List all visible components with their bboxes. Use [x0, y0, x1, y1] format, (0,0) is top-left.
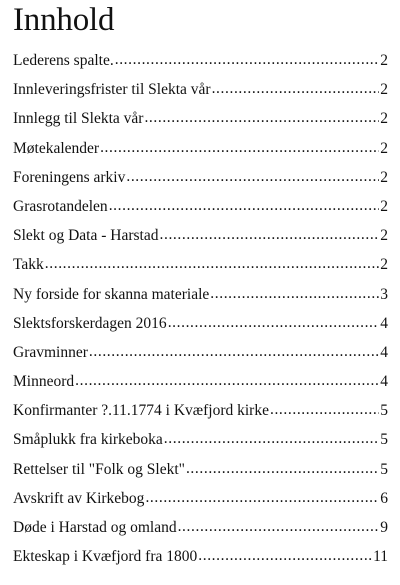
toc-page-number: 9: [380, 519, 388, 536]
toc-dot-leader: [100, 133, 379, 162]
toc-dot-leader: [45, 249, 379, 278]
toc-dot-leader: [144, 103, 379, 132]
toc-page-number: 2: [380, 168, 388, 186]
toc-page-number: 5: [380, 402, 388, 420]
toc-page-number: 3: [380, 285, 388, 303]
toc-entry-title: Ekteskap i Kvæfjord fra 1800: [13, 548, 198, 566]
toc-entry-title: Gravminner: [13, 343, 88, 361]
toc-entry[interactable]: [13, 250, 388, 279]
toc-entry-title: Døde i Harstad og omland: [13, 519, 177, 536]
toc-dot-leader: [164, 424, 379, 453]
toc-dot-leader: [178, 512, 380, 541]
toc-dot-leader: [186, 454, 379, 483]
toc-page-number: 4: [380, 373, 388, 391]
toc-dot-leader: [75, 366, 379, 395]
toc-entry-title: Møtekalender: [13, 139, 100, 157]
toc-entry-title: Rettelser til "Folk og Slekt": [13, 460, 185, 478]
toc-dot-leader: [198, 541, 372, 570]
toc-page-number: 2: [380, 52, 388, 69]
toc-entry[interactable]: [13, 309, 388, 338]
toc-page-number: 4: [380, 343, 388, 361]
toc-dot-leader: [145, 483, 379, 512]
toc-entry[interactable]: [13, 134, 388, 163]
toc-page-number: 6: [380, 489, 388, 507]
toc-page-number: 5: [380, 431, 388, 449]
toc-entry-title: Minneord: [13, 373, 75, 391]
toc-entry[interactable]: [13, 484, 388, 513]
toc-entry-title: Grasrotandelen: [13, 197, 108, 215]
toc-entry[interactable]: [13, 104, 388, 133]
toc-entry-title: Foreningens arkiv: [13, 168, 126, 186]
toc-entry[interactable]: [13, 163, 388, 192]
toc-entry[interactable]: [13, 513, 388, 542]
toc-title: Innhold: [13, 2, 115, 38]
toc-dot-leader: [160, 220, 380, 249]
toc-entry[interactable]: [13, 425, 388, 454]
toc-page-number: 2: [380, 256, 388, 274]
toc-page-number: 5: [380, 460, 388, 478]
toc-entry-title: Småplukk fra kirkeboka: [13, 431, 163, 449]
toc-page-number: 2: [380, 81, 388, 99]
toc-page-number: 11: [373, 548, 388, 566]
toc-page-number: 2: [380, 197, 388, 215]
toc-dot-leader: [109, 191, 380, 220]
toc-dot-leader: [212, 74, 380, 103]
toc-entry[interactable]: [13, 280, 388, 309]
toc-entry[interactable]: [13, 367, 388, 396]
toc-entry[interactable]: [13, 46, 388, 75]
toc-page-number: 4: [380, 314, 388, 332]
toc-dot-leader: [126, 162, 379, 191]
toc-entry[interactable]: [13, 396, 388, 425]
toc-page-number: 2: [380, 110, 388, 128]
toc-dot-leader: [168, 308, 380, 337]
toc-entry[interactable]: [13, 221, 388, 250]
toc-dot-leader: [270, 395, 379, 424]
table-of-contents: [13, 0, 388, 566]
toc-entry-title: Slekt og Data - Harstad: [13, 227, 159, 245]
toc-page-number: 2: [380, 227, 388, 245]
toc-list: [13, 46, 388, 571]
toc-entry[interactable]: [13, 75, 388, 104]
toc-entry[interactable]: [13, 542, 388, 571]
toc-entry-title: Innlegg til Slekta vår: [13, 110, 144, 128]
toc-page-number: 2: [380, 139, 388, 157]
toc-dot-leader: [210, 279, 379, 308]
toc-entry-title: Takk: [13, 256, 44, 274]
toc-dot-leader: [89, 337, 379, 366]
toc-entry-title: Konfirmanter ?.11.1774 i Kvæfjord kirke: [13, 402, 269, 420]
toc-entry-title: Avskrift av Kirkebog: [13, 489, 145, 507]
toc-entry-title: Slektsforskerdagen 2016: [13, 314, 167, 332]
toc-entry-title: Innleveringsfrister til Slekta vår: [13, 81, 211, 99]
toc-entry-title: Ny forside for skanna materiale: [13, 285, 210, 303]
toc-entry[interactable]: [13, 338, 388, 367]
toc-dot-leader: [115, 45, 380, 74]
toc-entry[interactable]: [13, 192, 388, 221]
toc-entry-title: Lederens spalte.: [13, 52, 114, 69]
toc-entry[interactable]: [13, 455, 388, 484]
